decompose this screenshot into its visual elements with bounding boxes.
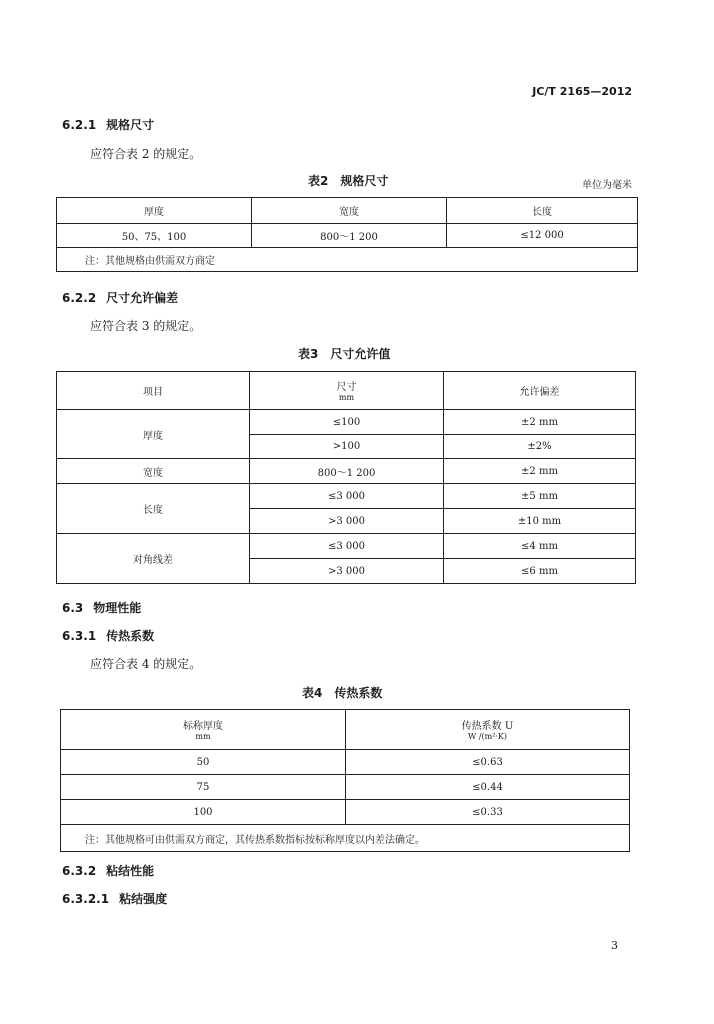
table2-caption: 表2 规格尺寸: [308, 174, 389, 188]
section-number: 6.3.2: [62, 864, 97, 878]
table3-length-dev-2: ±10 mm: [444, 509, 636, 534]
table4-note: 注：其他规格可由供需双方商定，其传热系数指标按标称厚度以内差法确定。: [61, 825, 630, 852]
table3-caption: 表3 尺寸允许值: [298, 347, 391, 361]
table3-width-label: 宽度: [57, 459, 250, 484]
table4-header-u: [346, 710, 630, 750]
table3-length-size-2: >3 000: [250, 509, 444, 534]
section-title: 物理性能: [93, 601, 142, 615]
table4-header-thickness-label: 标称厚度: [183, 721, 223, 732]
table4-row-u: ≤0.33: [346, 800, 630, 825]
section-6-3-2-1-heading: [62, 890, 167, 907]
table2-note: 注：其他规格由供需双方商定: [57, 248, 638, 272]
table4: [60, 709, 630, 852]
table4-caption: 表4 传热系数: [302, 686, 383, 700]
table4-row-u: ≤0.63: [346, 750, 630, 775]
table4-row-u: ≤0.44: [346, 775, 630, 800]
table2-cell-thickness: 50、75、100: [57, 224, 252, 248]
table4-header-thickness-unit: mm: [195, 732, 211, 741]
section-number: 6.3.1: [62, 629, 97, 643]
section-6-2-2-text: 应符合表 3 的规定。: [90, 319, 202, 333]
section-number: 6.3.2.1: [62, 892, 110, 906]
table3-thickness-size-2: >100: [250, 435, 444, 459]
table4-row-thickness: 75: [61, 775, 346, 800]
section-6-3-1-heading: [62, 627, 154, 644]
table4-header-u-label: 传热系数 U: [461, 721, 514, 732]
table3-diagonal-label: 对角线差: [57, 534, 250, 584]
table3-header-size: [250, 372, 444, 410]
table3-diagonal-size-2: >3 000: [250, 559, 444, 584]
table3-width-size: 800～1 200: [250, 459, 444, 484]
section-title: 规格尺寸: [106, 118, 155, 132]
table3-length-dev-1: ±5 mm: [444, 484, 636, 509]
section-6-2-2-heading: [62, 289, 178, 306]
section-6-3-2-heading: [62, 862, 154, 879]
table3-header-size-unit: mm: [338, 393, 355, 402]
section-number: 6.2.1: [62, 118, 97, 132]
table2-cell-length: ≤12 000: [447, 224, 638, 248]
table3-length-size-1: ≤3 000: [250, 484, 444, 509]
table4-header-u-unit: W /(m²·K): [467, 732, 507, 741]
table3-thickness-dev-2: ±2%: [444, 435, 636, 459]
section-6-2-1-text: 应符合表 2 的规定。: [90, 147, 202, 161]
table3-diagonal-dev-2: ≤6 mm: [444, 559, 636, 584]
table3-header-deviation: 允许偏差: [444, 372, 636, 410]
page-number: 3: [611, 939, 618, 952]
table3-width-dev: ±2 mm: [444, 459, 636, 484]
table4-row-thickness: 100: [61, 800, 346, 825]
section-title: 传热系数: [106, 629, 155, 643]
section-number: 6.2.2: [62, 291, 97, 305]
table2-cell-width: 800～1 200: [252, 224, 447, 248]
table3-thickness-label: 厚度: [57, 410, 250, 459]
table2-unit: 单位为毫米: [582, 180, 632, 191]
section-title: 尺寸允许偏差: [106, 291, 179, 305]
table3-diagonal-size-1: ≤3 000: [250, 534, 444, 559]
table4-header-thickness: [61, 710, 346, 750]
section-title: 粘结性能: [106, 864, 155, 878]
table3-thickness-size-1: ≤100: [250, 410, 444, 435]
table3: [56, 371, 636, 584]
table2-header-length: 长度: [447, 198, 638, 224]
table2-header-width: 宽度: [252, 198, 447, 224]
section-6-3-1-text: 应符合表 4 的规定。: [90, 657, 202, 671]
table3-diagonal-dev-1: ≤4 mm: [444, 534, 636, 559]
section-6-2-1-heading: [62, 116, 154, 133]
table3-thickness-dev-1: ±2 mm: [444, 410, 636, 435]
section-6-3-heading: [62, 599, 141, 616]
table3-header-item: 项目: [57, 372, 250, 410]
table4-row-thickness: 50: [61, 750, 346, 775]
section-title: 粘结强度: [119, 892, 168, 906]
section-number: 6.3: [62, 601, 84, 615]
table2-header-thickness: 厚度: [57, 198, 252, 224]
table3-length-label: 长度: [57, 484, 250, 534]
table2: [56, 197, 638, 272]
table3-header-size-label: 尺寸: [336, 382, 357, 393]
standard-number: JC/T 2165—2012: [532, 85, 632, 98]
